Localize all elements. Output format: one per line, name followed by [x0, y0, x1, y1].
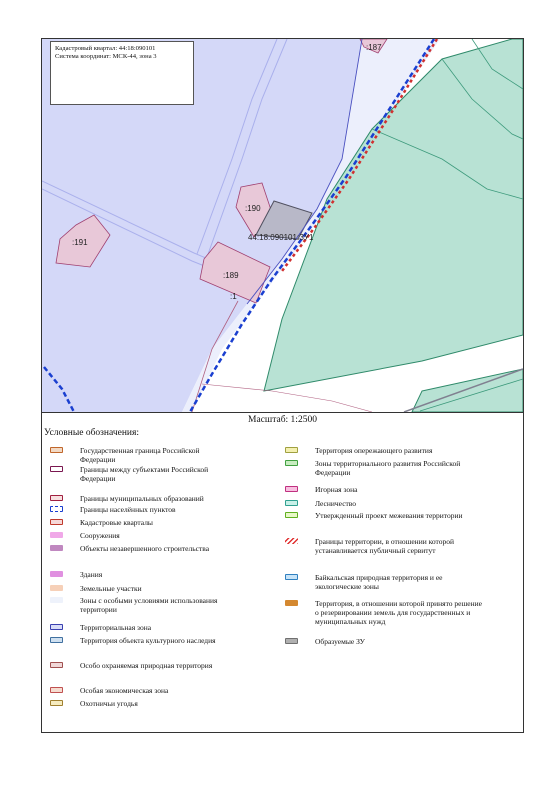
map-info-box: [50, 41, 194, 105]
legend-item: [50, 623, 235, 632]
legend: [42, 445, 523, 730]
legend-item: [285, 485, 521, 494]
legend-swatch: [285, 512, 298, 518]
legend-label: Образуемые ЗУ: [315, 637, 365, 646]
legend-swatch: [50, 597, 63, 603]
legend-label: Зоны территориального развития Российской Федерации: [315, 459, 461, 477]
legend-item: [285, 459, 521, 477]
legend-swatch: [50, 700, 63, 706]
legend-swatch: [50, 571, 63, 577]
legend-item: [285, 446, 521, 455]
legend-title: Условные обозначения:: [44, 428, 140, 438]
legend-swatch: [285, 500, 298, 506]
legend-swatch: [285, 538, 298, 544]
legend-swatch: [50, 532, 63, 538]
label-189: :189: [223, 271, 239, 280]
legend-label: Охотничьи угодья: [80, 699, 138, 708]
legend-swatch: [50, 624, 63, 630]
legend-swatch: [285, 486, 298, 492]
legend-swatch: [285, 447, 298, 453]
legend-label: Зоны с особыми условиями использования территории: [80, 596, 218, 614]
legend-label: Кадастровые кварталы: [80, 518, 153, 527]
legend-swatch: [50, 545, 63, 551]
legend-item: [50, 661, 235, 670]
legend-item: [50, 699, 235, 708]
legend-swatch: [50, 662, 63, 668]
legend-item: [285, 511, 521, 520]
legend-label: Объекты незавершенного строительства: [80, 544, 210, 553]
legend-label: Земельные участки: [80, 584, 142, 593]
legend-swatch: [285, 574, 298, 580]
legend-swatch: [50, 495, 63, 501]
legend-item: [285, 637, 521, 646]
legend-item: [50, 531, 235, 540]
label-zu1: 44:18:090101:ЗУ1: [248, 233, 314, 242]
info-cadastral-block: Кадастровый квартал: 44:18:090101: [55, 45, 156, 52]
label-191: :191: [72, 238, 88, 247]
legend-swatch: [285, 600, 298, 606]
legend-item: [50, 505, 235, 514]
label-187: :187: [366, 43, 382, 52]
legend-swatch: [50, 585, 63, 591]
legend-label: Особо охраняемая природная территория: [80, 661, 213, 670]
legend-item: [50, 570, 235, 579]
legend-label: Байкальская природная территория и ее экологические зоны: [315, 573, 443, 591]
info-coordinate-system: Система координат: МСК-44, зона 3: [55, 53, 157, 60]
road-line: [202, 384, 372, 412]
legend-label: Территория, в отношении которой принято решение о резервировании земель для государственных и муниципальных нужд: [315, 599, 482, 626]
legend-swatch: [50, 519, 63, 525]
legend-item: [50, 636, 235, 645]
legend-swatch: [285, 460, 298, 466]
label-1: :1: [230, 292, 237, 301]
legend-swatch: [50, 637, 63, 643]
legend-item: [50, 518, 235, 527]
legend-label: Территория объекта культурного наследия: [80, 636, 216, 645]
legend-label: Границы муниципальных образований: [80, 494, 204, 503]
legend-item: [50, 544, 235, 553]
legend-label: Территориальная зона: [80, 623, 152, 632]
legend-swatch: [50, 466, 63, 472]
legend-label: Государственная граница Российской Федерации: [80, 446, 200, 464]
legend-label: Границы территории, в отношении которой устанавливается публичный сервитут: [315, 537, 454, 555]
legend-item: [285, 499, 521, 508]
label-190: :190: [245, 204, 261, 213]
legend-label: Границы населённых пунктов: [80, 505, 176, 514]
map-sheet: [41, 38, 524, 733]
legend-label: Здания: [80, 570, 103, 579]
legend-swatch: [50, 687, 63, 693]
legend-swatch: [50, 447, 63, 453]
map-scale: Масштаб: 1:2500: [248, 415, 317, 425]
legend-label: Границы между субъектами Российской Федерации: [80, 465, 209, 483]
legend-swatch: [50, 506, 63, 512]
legend-item: [50, 686, 235, 695]
legend-label: Лесничество: [315, 499, 357, 508]
legend-item: [50, 465, 235, 483]
legend-swatch: [285, 638, 298, 644]
legend-label: Утвержденный проект межевания территории: [315, 511, 463, 520]
legend-item: [50, 494, 235, 503]
cadastral-map[interactable]: [42, 39, 523, 413]
legend-item: [285, 573, 521, 591]
legend-item: [50, 446, 235, 464]
legend-label: Игорная зона: [315, 485, 358, 494]
legend-label: Сооружения: [80, 531, 120, 540]
legend-label: Территория опережающего развития: [315, 446, 433, 455]
legend-item: [50, 584, 235, 593]
legend-item: [285, 599, 521, 626]
legend-item: [50, 596, 235, 614]
legend-item: [285, 537, 521, 555]
legend-label: Особая экономическая зона: [80, 686, 169, 695]
